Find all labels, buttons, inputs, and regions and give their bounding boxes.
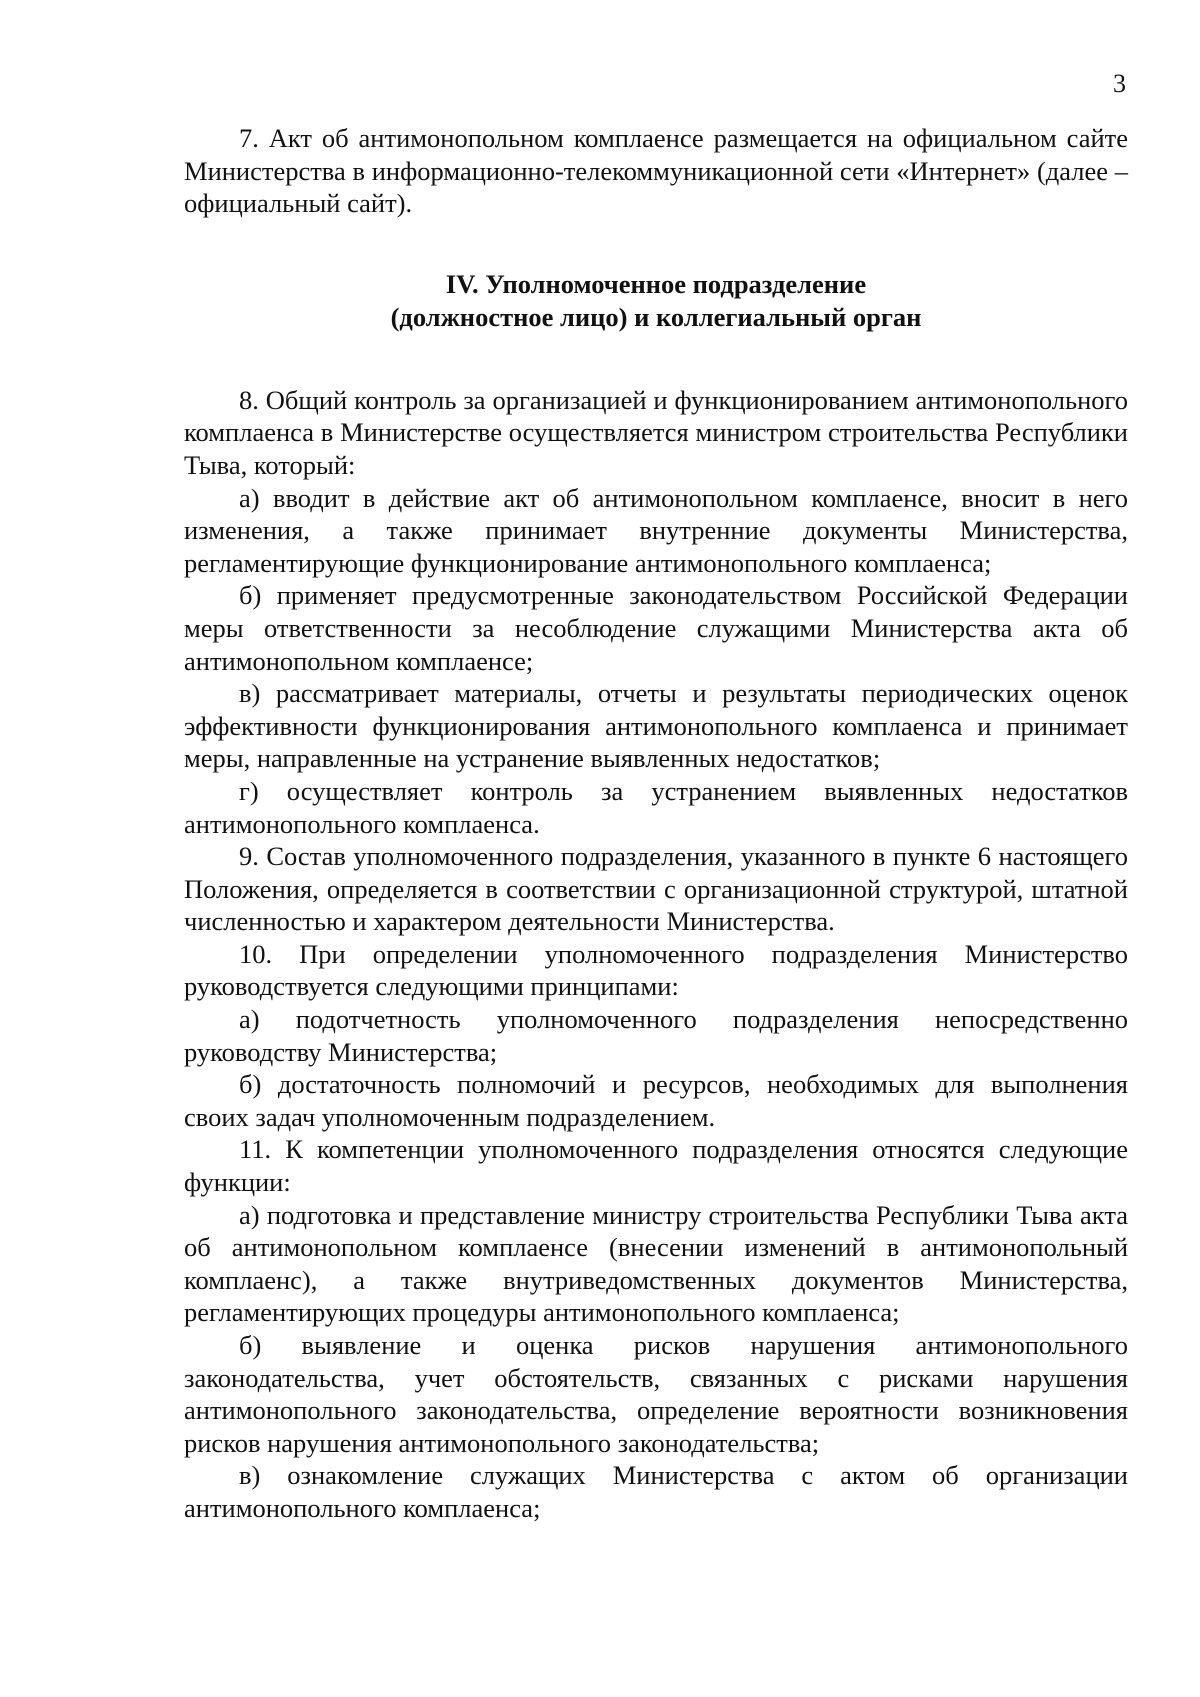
- section-heading: [184, 268, 1128, 334]
- paragraph-8: 8. Общий контроль за организацией и функционированием антимонопольного комплаенса в Министерстве осуществляется министром строительства Республики Тыва, который:: [184, 384, 1128, 480]
- paragraph-11a: а) подготовка и представление министру строительства Республики Тыва акта об антимонопольном комплаенсе (внесении изменений в антимонопольный комплаенс), а также внутриведомственных документов Министерства, регламентирующих процедуры антимонопольного комплаенса;: [184, 1199, 1128, 1328]
- paragraph-8g: г) осуществляет контроль за устранением выявленных недостатков антимонопольного комплаенса.: [184, 775, 1128, 839]
- paragraph-11: 11. К компетенции уполномоченного подразделения относятся следующие функции:: [184, 1134, 1128, 1198]
- paragraph-9: 9. Состав уполномоченного подразделения, указанного в пункте 6 настоящего Положения, определяется в соответствии с организационной структурой, штатной численностью и характером деятельности Министерства.: [184, 841, 1128, 937]
- paragraph-11v: в) ознакомление служащих Министерства с актом об организации антимонопольного комплаенса;: [184, 1460, 1128, 1523]
- paragraph-8v: в) рассматривает материалы, отчеты и результаты периодических оценок эффективности функционирования антимонопольного комплаенса и принимает меры, направленные на устранение выявленных недостатков;: [184, 678, 1128, 774]
- paragraph-11b: б) выявление и оценка рисков нарушения антимонопольного законодательства, учет обстоятельств, связанных с рисками нарушения антимонопольного законодательства, определение вероятности возникновения рисков нарушения антимонопольного законодательства;: [184, 1330, 1128, 1458]
- section-heading-line-1: IV. Уполномоченное подразделение: [445, 268, 867, 299]
- document-body: [184, 122, 1128, 1525]
- paragraph-10a: а) подотчетность уполномоченного подразделения непосредственно руководству Министерства;: [184, 1004, 1128, 1067]
- page-number: 3: [1113, 69, 1126, 98]
- paragraph-8a: а) вводит в действие акт об антимонопольном комплаенсе, вносит в него изменения, а также принимает внутренние документы Министерства, регламентирующие функционирование антимонопольного комплаенса;: [184, 482, 1128, 578]
- paragraph-7: 7. Акт об антимонопольном комплаенсе размещается на официальном сайте Министерства в информационно-телекоммуникационной сети «Интернет» (далее – официальный сайт).: [184, 123, 1128, 219]
- section-heading-line-2: (должностное лицо) и коллегиальный орган: [390, 301, 922, 332]
- paragraph-8b: б) применяет предусмотренные законодательством Российской Федерации меры ответственности за несоблюдение служащими Министерства акта об антимонопольном комплаенсе;: [184, 580, 1128, 676]
- paragraph-10b: б) достаточность полномочий и ресурсов, необходимых для выполнения своих задач уполномоченным подразделением.: [184, 1069, 1128, 1132]
- paragraph-10: 10. При определении уполномоченного подразделения Министерство руководствуется следующими принципами:: [184, 938, 1128, 1002]
